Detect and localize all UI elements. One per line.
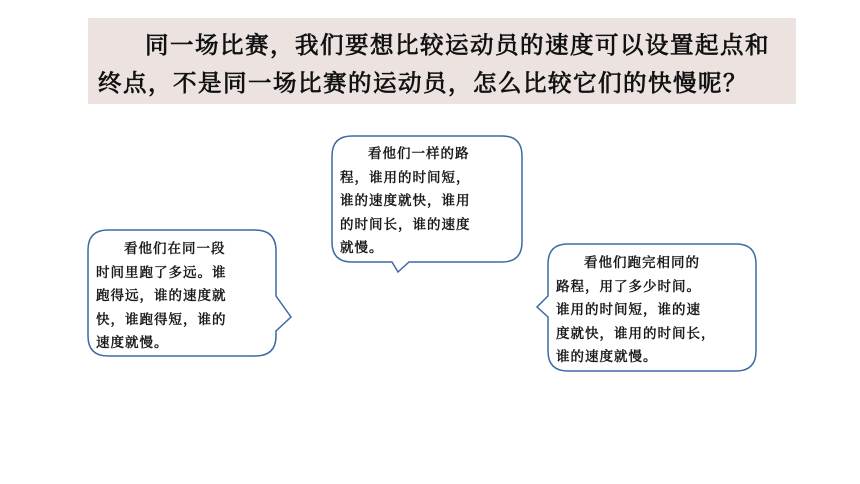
right-bubble-line: 谁用的时间短，谁的速 [556, 302, 701, 318]
left-bubble-line: 跑得远，谁的速度就 [96, 288, 227, 304]
left-bubble-line: 速度就慢。 [96, 335, 169, 351]
middle-bubble-line: 谁的速度就快，谁用 [340, 193, 471, 209]
right-bubble-line: 路程，用了多少时间。 [556, 278, 701, 295]
middle-bubble-text [340, 143, 471, 261]
middle-bubble-line: 的时间长，谁的速度 [340, 216, 471, 233]
middle-bubble-line: 程，谁用的时间短， [340, 169, 471, 186]
question-line-1: 同一场比赛，我们要想比较运动员的速度可以设置起点和 [145, 31, 770, 59]
question-line-2: 终点，不是同一场比赛的运动员，怎么比较它们的快慢呢？ [98, 69, 748, 97]
right-bubble-line: 谁的速度就慢。 [556, 349, 658, 365]
left-bubble-line: 时间里跑了多远。谁 [96, 264, 227, 281]
right-bubble-text [556, 252, 716, 370]
left-bubble-line: 快，谁跑得短，谁的 [96, 311, 227, 328]
left-bubble-line: 看他们在同一段 [124, 241, 226, 257]
right-bubble-line: 度就快，谁用的时间长， [556, 325, 716, 342]
left-bubble-text [96, 238, 227, 356]
middle-bubble-line: 看他们一样的路 [368, 146, 470, 162]
right-bubble-line: 看他们跑完相同的 [584, 255, 700, 271]
middle-bubble-line: 就慢。 [340, 240, 384, 256]
